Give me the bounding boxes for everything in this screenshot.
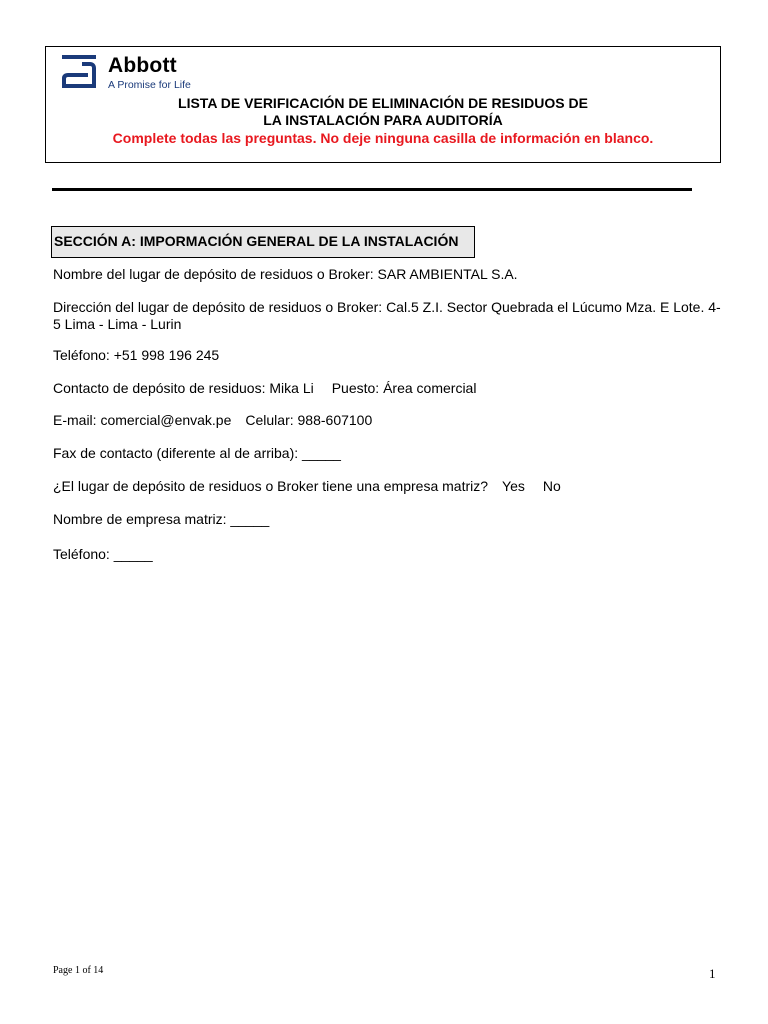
- yes-option[interactable]: Yes: [502, 478, 525, 494]
- contact-name: Contacto de depósito de residuos: Mika Li: [53, 380, 314, 396]
- site-name-line: Nombre del lugar de depósito de residuos o Broker: SAR AMBIENTAL S.A.: [53, 266, 518, 282]
- instruction-text: Complete todas las preguntas. No deje ninguna casilla de información en blanco.: [112, 130, 654, 146]
- abbott-logo: [59, 53, 199, 93]
- fax-line: Fax de contacto (diferente al de arriba): _____: [53, 445, 341, 461]
- abbott-logo-icon: [59, 55, 99, 91]
- brand-tagline: A Promise for Life: [108, 79, 191, 91]
- document-title-line2: LA INSTALACIÓN PARA AUDITORÍA: [263, 112, 503, 128]
- contact-position: Puesto: Área comercial: [331, 380, 477, 396]
- page-number: 1: [709, 966, 716, 981]
- contact-email: E-mail: comercial@envak.pe: [53, 412, 232, 428]
- page-label: Page 1 of 14: [53, 965, 104, 976]
- parent-name-line: Nombre de empresa matriz: _____: [53, 511, 270, 527]
- contact-mobile: Celular: 988-607100: [245, 412, 373, 428]
- parent-question-text: ¿El lugar de depósito de residuos o Broker tiene una empresa matriz?: [53, 478, 489, 494]
- parent-phone-line: Teléfono: _____: [53, 546, 153, 562]
- phone-line: Teléfono: +51 998 196 245: [53, 347, 220, 363]
- document-header: [45, 46, 721, 163]
- parent-company-question: [53, 478, 561, 494]
- document-title-line1: LISTA DE VERIFICACIÓN DE ELIMINACIÓN DE RESIDUOS DE: [178, 95, 588, 111]
- email-line: [53, 412, 372, 428]
- no-option[interactable]: No: [542, 478, 561, 494]
- brand-name: Abbott: [108, 54, 177, 77]
- horizontal-divider: [52, 188, 692, 191]
- contact-line: [53, 380, 476, 396]
- section-a-heading: SECCIÓN A: IMPORMACIÓN GENERAL DE LA INSTALACIÓN: [51, 226, 475, 258]
- address-line: Dirección del lugar de depósito de residuos o Broker: Cal.5 Z.I. Sector Quebrada el Lúcumo Mza. E Lote. 4-5 Lima - Lima - Lurin: [53, 299, 721, 332]
